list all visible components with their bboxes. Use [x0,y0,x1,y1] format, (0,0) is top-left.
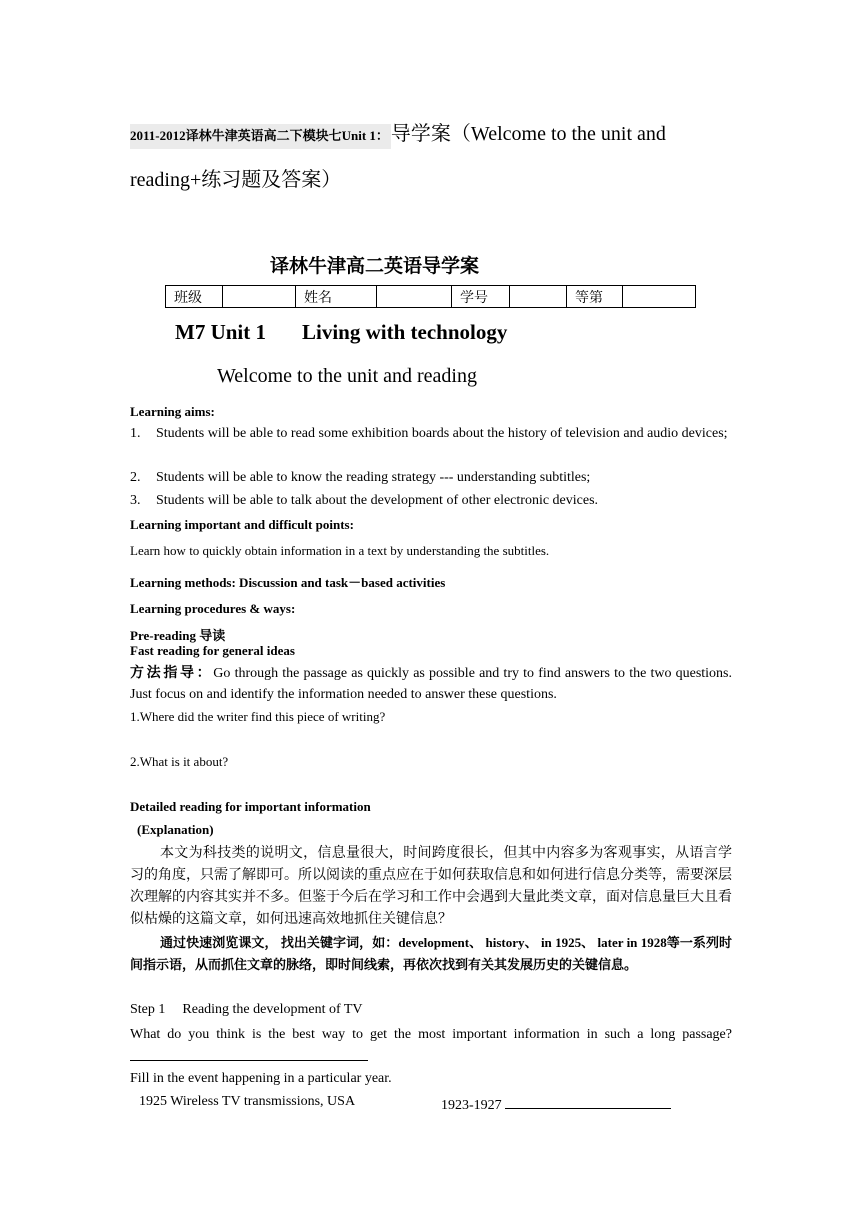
learning-aim-item [130,423,732,444]
learning-procedures: Learning procedures & ways: [130,601,296,616]
event-year: 1923-1927 [441,1098,502,1113]
unit-subtitle: Welcome to the unit and reading [217,365,477,387]
learning-aim-text: Students will be able to read some exhibition boards about the history of television and audio devices; [156,426,728,441]
step-1-text: Reading the development of TV [182,1002,363,1017]
learning-aim-text: Students will be able to talk about the development of other electronic devices. [156,493,599,508]
learning-aim-text: Students will be able to know the reading strategy --- understanding subtitles; [156,470,591,485]
event-description: Wireless TV transmissions, USA [170,1094,356,1109]
event-year: 1925 [139,1094,167,1109]
answer-blank[interactable] [130,1046,368,1061]
class-label: 班级 [166,286,223,308]
student-id-label: 学号 [452,286,510,308]
grade-label: 等第 [567,286,623,308]
important-points-text: Learn how to quickly obtain information in a text by understanding the subtitles. [130,543,550,558]
event-answer-blank[interactable] [505,1094,671,1109]
best-way-question-text: What do you think is the best way to get the most important information in such a long passage? [130,1027,732,1042]
step-1 [130,1002,363,1018]
method-guide-label: 方法指导： [130,666,214,681]
keyword-paragraph: 通过快速浏览课文， 找出关键字词，如：development、 history、 in 1925、 later in 1928等一系列时间指示语，从而抓住文章的脉络，即时间线索，再依次找到有关其发展历史的关键信息。 [130,935,732,972]
explanation-label: (Explanation) [137,822,214,837]
document-title-highlight: 2011-2012译林牛津英语高二下模块七Unit 1： [130,124,391,149]
guide-heading: 译林牛津高二英语导学案 [270,256,480,277]
step-1-label: Step 1 [130,1002,166,1017]
learning-aim-number: 1. [130,426,141,441]
grade-field[interactable] [623,286,696,308]
fill-instruction: Fill in the event happening in a particular year. [130,1071,392,1086]
unit-title [175,320,507,345]
class-field[interactable] [223,286,296,308]
learning-aim-item [130,467,732,488]
learning-aim-number: 2. [130,470,141,485]
detailed-reading-heading: Detailed reading for important information [130,799,371,814]
learning-aim-item [130,490,732,511]
best-way-question [130,1024,732,1069]
method-guide-text: Go through the passage as quickly as possible and try to find answers to the two questions. Just focus on and identify the information needed to answer these questions. [130,666,733,702]
question-1: 1.Where did the writer find this piece of writing? [130,709,386,724]
question-2: 2.What is it about? [130,754,229,769]
method-guide [130,663,732,705]
explanation-paragraph: 本文为科技类的说明文，信息量很大，时间跨度很长，但其中内容多为客观事实，从语言学习的角度，只需了解即可。所以阅读的重点应在于如何获取信息和如何进行信息分类等，需要深层次理解的内容其实并不多。但鉴于今后在学习和工作中会遇到大量此类文章，面对信息量巨大且看似枯燥的这篇文章，如何迅速高效地抓住关键信息？ [130,846,732,927]
document-title [130,112,740,204]
unit-topic: Living with technology [302,320,508,344]
name-label: 姓名 [296,286,377,308]
learning-aims-heading: Learning aims: [130,404,215,419]
name-field[interactable] [377,286,452,308]
fast-reading-heading: Fast reading for general ideas [130,643,295,658]
important-points-heading: Learning important and difficult points: [130,517,354,532]
learning-aim-number: 3. [130,493,141,508]
document-title-main: 导学案（Welcome to the unit and reading+练习题及答案） [130,123,666,191]
pre-reading-heading: Pre-reading 导读 [130,628,226,643]
unit-module: M7 Unit 1 [175,320,266,344]
event-row [139,1094,355,1110]
event-row [441,1094,671,1114]
student-id-field[interactable] [510,286,567,308]
learning-methods: Learning methods: Discussion and task－based activities [130,575,446,590]
student-info-table [165,285,696,308]
